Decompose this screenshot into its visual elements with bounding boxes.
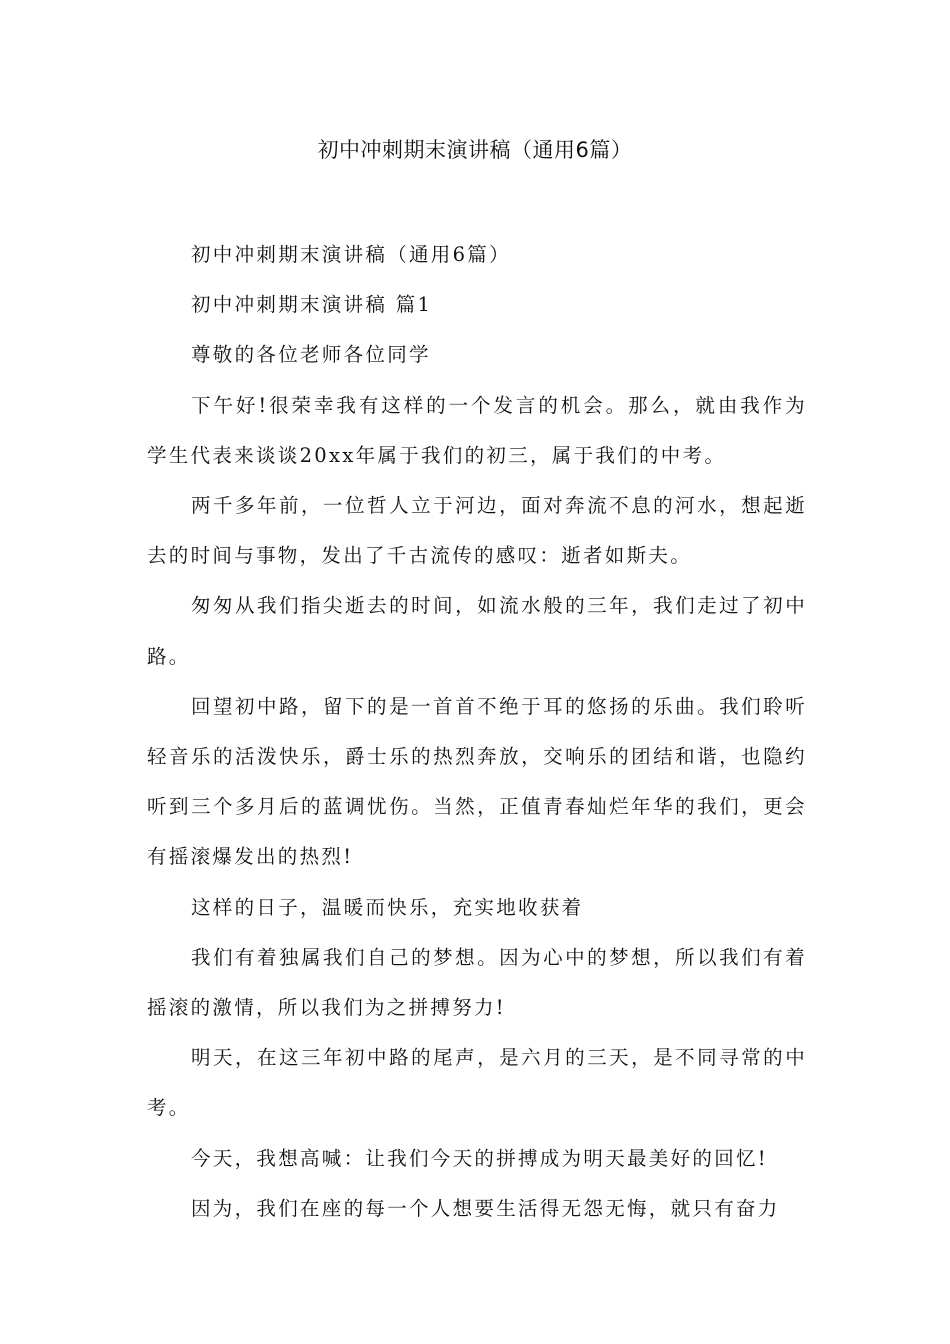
paragraph: 今天，我想高喊：让我们今天的拼搏成为明天最美好的回忆! — [191, 1146, 768, 1170]
paragraph: 明天，在这三年初中路的尾声，是六月的三天，是不同寻常的中考。 — [147, 1046, 807, 1120]
paragraph: 初中冲刺期末演讲稿（通用6篇） — [191, 243, 511, 266]
paragraph: 这样的日子，温暖而快乐，充实地收获着 — [191, 895, 584, 919]
paragraph: 两千多年前，一位哲人立于河边，面对奔流不息的河水，想起逝去的时间与事物，发出了千古流传的感叹：逝者如斯夫。 — [147, 494, 807, 568]
paragraph: 匆匆从我们指尖逝去的时间，如流水般的三年，我们走过了初中路。 — [147, 594, 807, 668]
document-title: 初中冲刺期末演讲稿（通用6篇） — [317, 138, 633, 162]
paragraph: 回望初中路，留下的是一首首不绝于耳的悠扬的乐曲。我们聆听轻音乐的活泼快乐，爵士乐的热烈奔放，交响乐的团结和谐，也隐约听到三个多月后的蓝调忧伤。当然，正值青春灿烂年华的我们，更会有摇滚爆发出的热烈! — [147, 694, 807, 869]
document-body — [147, 230, 807, 1234]
paragraph: 尊敬的各位老师各位同学 — [191, 343, 431, 367]
paragraph: 我们有着独属我们自己的梦想。因为心中的梦想，所以我们有着摇滚的激情，所以我们为之拼搏努力! — [147, 945, 807, 1020]
paragraph: 初中冲刺期末演讲稿 篇1 — [191, 293, 433, 317]
paragraph: 下午好!很荣幸我有这样的一个发言的机会。那么，就由我作为学生代表来谈谈20xx年属于我们的初三，属于我们的中考。 — [147, 393, 807, 467]
paragraph: 因为，我们在座的每一个人想要生活得无怨无悔，就只有奋力 — [191, 1196, 780, 1220]
